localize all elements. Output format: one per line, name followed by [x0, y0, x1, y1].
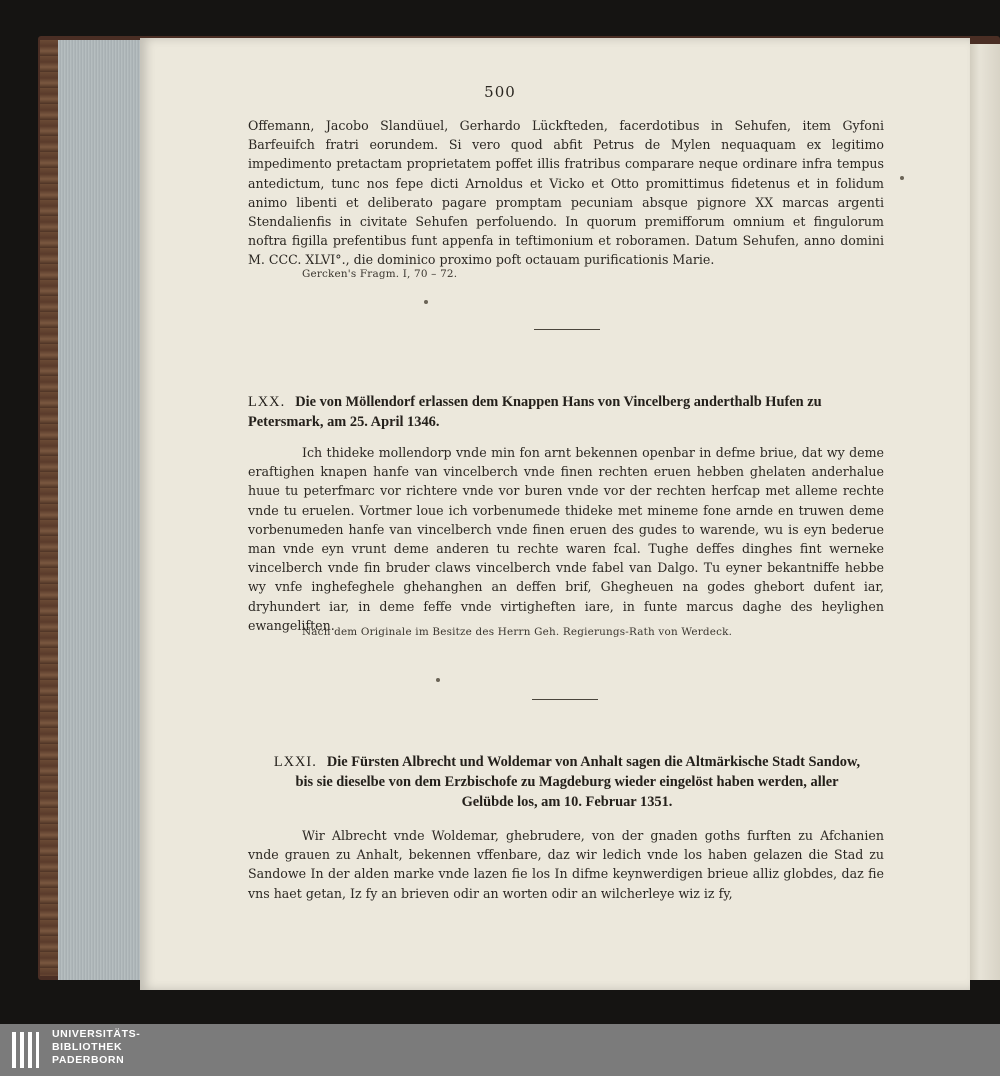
latin-charter-text	[248, 116, 884, 270]
charter-paragraph: Ich thideke mollendorp vnde min fon arnt bekennen openbar in defme briue, dat wy deme eraftighen knapen hanfe van vincelberch vnde finen rechten eruen hebben ghelaten anderhalue huue tu peterfmarc vor richtere vnde vor buren vnde vor der rechten herfcap met alleme rechte vnde tu eruelen. Vortmer loue ich vorbenumede thideke met mineme fone arnde en truwen deme vorbenumeden hanfe van vincelberch vnde finen eruen des gudes to warende, wu is eyn bederue man vnde eyn vrunt deme anderen tu rechte waren fcal. Tughe deffes dinghes fint werneke vincelberch vnde fin bruder claws vincelberch vnde fabel van Dalgo. Tu eyner bekantniffe hebbe wy vnfe inghefeghele ghehanghen an deffen brif, Ghegheuen na godes ghebort dufent iar, dryhundert iar, in deme feffe vnde virtigheften iare, in funte marcus daghe des heylighen ewangeliften.	[248, 445, 884, 633]
source-citation: Gercken's Fragm. I, 70 – 72.	[302, 268, 458, 280]
charter-paragraph: Offemann, Jacobo Slandüuel, Gerhardo Lückfteden, facerdotibus in Sehufen, item Gyfoni Barfeuifch fratri eorundem. Si vero quod abfit Petrus de Mylen nequaquam ex legitimo impedimento pretactam proprietatem poffet illis fratribus comparare neque ordinare infra tempus antedictum, tunc nos fepe dicti Arnoldus et Vicko et Otto promittimus fidetenus et in folidum animo libenti et deliberato pagare promptam pecuniam absque pignore XX marcas argenti Stendalienfis in civitate Sehufen perfoluendo. In quorum premifforum omnium et fingulorum noftra figilla prefentibus funt appenfa in teftimonium et roboramen. Datum Sehufen, anno domini M. CCC. XLVI°., die dominico proximo poft octauam purificationis Marie.	[248, 118, 884, 268]
section-number: LXX.	[248, 394, 286, 410]
section-divider	[532, 699, 598, 700]
section-divider	[534, 329, 600, 330]
section-lxxi-heading	[270, 752, 864, 812]
section-lxx-heading	[248, 392, 884, 432]
section-lxxi-text	[248, 826, 884, 903]
page-stack-edge	[58, 40, 145, 980]
page-number: 500	[484, 83, 516, 101]
source-citation: Nach dem Originale im Besitze des Herrn Geh. Regierungs-Rath von Werdeck.	[302, 626, 733, 638]
charter-paragraph: Wir Albrecht vnde Woldemar, ghebrudere, von der gnaden goths furften zu Afchanien vnde grauen zu Anhalt, bekennen vffenbare, daz wir ledich vnde los haben gelazen die Stad zu Sandowe In der alden marke vnde lazen fie los In difme keynwerdigen brieue alliz globdes, daz fie vns haet getan, Iz fy an brieven odir an worten odir an wilcherleye wiz iz fy,	[248, 828, 884, 901]
section-title: Die von Möllendorf erlassen dem Knappen Hans von Vincelberg anderthalb Hufen zu Petersmark, am 25. April 1346.	[248, 394, 822, 430]
section-lxx-text	[248, 443, 884, 635]
cover-marbled-edge	[40, 40, 60, 976]
page-right-edge	[966, 44, 1000, 980]
library-name-line: UNIVERSITÄTS-	[52, 1028, 141, 1040]
library-logo-icon	[12, 1032, 40, 1068]
library-name	[52, 1028, 140, 1067]
page-speck	[424, 300, 428, 304]
page-speck	[436, 678, 440, 682]
library-name-line: PADERBORN	[52, 1054, 125, 1066]
library-footer-bar	[0, 1024, 1000, 1076]
page-speck	[900, 176, 904, 180]
section-title: Die Fürsten Albrecht und Woldemar von Anhalt sagen die Altmärkische Stadt Sandow, bis sie dieselbe von dem Erzbischofe zu Magdeburg wieder eingelöst haben werden, aller Gelübde los, am 10. Februar 1351.	[295, 754, 861, 810]
section-number: LXXI.	[273, 754, 317, 770]
library-name-line: BIBLIOTHEK	[52, 1041, 123, 1053]
